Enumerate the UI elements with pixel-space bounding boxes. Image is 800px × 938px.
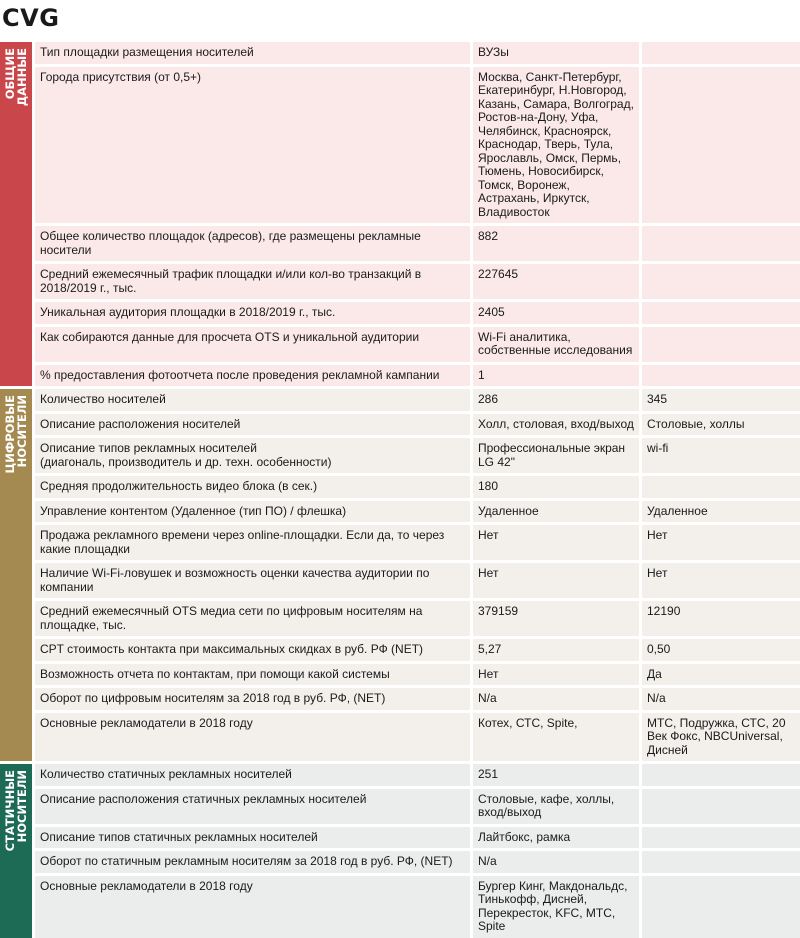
value-col-1: 251 xyxy=(473,764,639,786)
page-title: CVG xyxy=(2,4,60,32)
table-row xyxy=(35,713,800,762)
section-label-bar xyxy=(0,42,32,386)
section-general xyxy=(0,42,800,386)
section-label: ЦИФРОВЫЕ НОСИТЕЛИ xyxy=(3,395,29,474)
table-row xyxy=(35,438,800,473)
section-digital xyxy=(0,389,800,761)
table-row xyxy=(35,639,800,661)
value-col-1: Холл, столовая, вход/выход xyxy=(473,414,639,436)
value-col-2 xyxy=(642,789,800,824)
section-label-bar xyxy=(0,389,32,761)
value-col-1: 2405 xyxy=(473,302,639,324)
value-col-2 xyxy=(642,264,800,299)
value-col-2 xyxy=(642,226,800,261)
row-label: Тип площадки размещения носителей xyxy=(35,42,470,64)
value-col-2: МТС, Подружка, СТС, 20 Век Фокс, NBCUniversal, Дисней xyxy=(642,713,800,762)
value-col-2 xyxy=(642,67,800,224)
table-row xyxy=(35,764,800,786)
row-label: Города присутствия (от 0,5+) xyxy=(35,67,470,224)
row-label: Основные рекламодатели в 2018 году xyxy=(35,876,470,938)
value-col-1: Удаленное xyxy=(473,501,639,523)
value-col-2: Нет xyxy=(642,525,800,560)
value-col-1: N/a xyxy=(473,851,639,873)
value-col-1: 5,27 xyxy=(473,639,639,661)
section-label: СТАТИЧНЫЕ НОСИТЕЛИ xyxy=(3,770,29,852)
section-label-bar xyxy=(0,764,32,938)
value-col-2: 0,50 xyxy=(642,639,800,661)
value-col-2 xyxy=(642,302,800,324)
row-label: Управление контентом (Удаленное (тип ПО) / флешка) xyxy=(35,501,470,523)
table-row xyxy=(35,525,800,560)
value-col-2: 12190 xyxy=(642,601,800,636)
row-label: % предоставления фотоотчета после проведения рекламной кампании xyxy=(35,365,470,387)
table-row xyxy=(35,302,800,324)
value-col-2 xyxy=(642,327,800,362)
value-col-2: Столовые, холлы xyxy=(642,414,800,436)
row-label: Описание расположения носителей xyxy=(35,414,470,436)
value-col-1: Нет xyxy=(473,563,639,598)
row-label: Уникальная аудитория площадки в 2018/2019 г., тыс. xyxy=(35,302,470,324)
table-row xyxy=(35,688,800,710)
value-col-2: N/a xyxy=(642,688,800,710)
value-col-1: 882 xyxy=(473,226,639,261)
value-col-1: 379159 xyxy=(473,601,639,636)
table-row xyxy=(35,42,800,64)
value-col-1: Котех, СТС, Spite, xyxy=(473,713,639,762)
row-label: Средний ежемесячный OTS медиа сети по цифровым носителям на площадке, тыс. xyxy=(35,601,470,636)
row-label: Возможность отчета по контактам, при помощи какой системы xyxy=(35,664,470,686)
value-col-1: Нет xyxy=(473,525,639,560)
table-row xyxy=(35,501,800,523)
row-label: CPT стоимость контакта при максимальных скидках в руб. РФ (NET) xyxy=(35,639,470,661)
value-col-2 xyxy=(642,827,800,849)
row-label: Основные рекламодатели в 2018 году xyxy=(35,713,470,762)
value-col-2: Да xyxy=(642,664,800,686)
value-col-1: Лайтбокс, рамка xyxy=(473,827,639,849)
section-label: ОБЩИЕ ДАННЫЕ xyxy=(3,48,29,107)
value-col-2: Удаленное xyxy=(642,501,800,523)
value-col-2 xyxy=(642,876,800,938)
value-col-1: Нет xyxy=(473,664,639,686)
row-label: Описание типов статичных рекламных носителей xyxy=(35,827,470,849)
table-row xyxy=(35,414,800,436)
table-row xyxy=(35,563,800,598)
value-col-2 xyxy=(642,42,800,64)
value-col-2: Нет xyxy=(642,563,800,598)
row-label: Общее количество площадок (адресов), где размещены рекламные носители xyxy=(35,226,470,261)
table-row xyxy=(35,389,800,411)
row-label: Наличие Wi-Fi-ловушек и возможность оценки качества аудитории по компании xyxy=(35,563,470,598)
value-col-1: ВУЗы xyxy=(473,42,639,64)
value-col-1: 180 xyxy=(473,476,639,498)
row-label: Количество статичных рекламных носителей xyxy=(35,764,470,786)
table-row xyxy=(35,226,800,261)
table-row xyxy=(35,789,800,824)
value-col-2 xyxy=(642,764,800,786)
row-label: Средняя продолжительность видео блока (в сек.) xyxy=(35,476,470,498)
value-col-2 xyxy=(642,365,800,387)
value-col-1: Столовые, кафе, холлы, вход/выход xyxy=(473,789,639,824)
value-col-1: Wi-Fi аналитика, собственные исследования xyxy=(473,327,639,362)
value-col-2 xyxy=(642,851,800,873)
table-row xyxy=(35,365,800,387)
row-label: Средний ежемесячный трафик площадки и/или кол-во транзакций в 2018/2019 г., тыс. xyxy=(35,264,470,299)
value-col-2: wi-fi xyxy=(642,438,800,473)
value-col-1: 286 xyxy=(473,389,639,411)
table-row xyxy=(35,327,800,362)
row-label: Как собираются данные для просчета OTS и уникальной аудитории xyxy=(35,327,470,362)
table-row xyxy=(35,67,800,224)
value-col-2: 345 xyxy=(642,389,800,411)
row-label: Описание расположения статичных рекламных носителей xyxy=(35,789,470,824)
table-row xyxy=(35,601,800,636)
value-col-1: N/a xyxy=(473,688,639,710)
row-label: Количество носителей xyxy=(35,389,470,411)
value-col-1: 1 xyxy=(473,365,639,387)
table-row xyxy=(35,664,800,686)
value-col-1: 227645 xyxy=(473,264,639,299)
value-col-1: Москва, Санкт-Петербург, Екатеринбург, Н.Новгород, Казань, Самара, Волгоград, Ростов-на-Дону, Уфа, Челябинск, Красноярск, Краснодар, Тверь, Тула, Ярославль, Омск, Пермь, Тюмень, Новосибирск, Томск, Воронеж, Астрахань, Иркутск, Владивосток xyxy=(473,67,639,224)
row-label: Оборот по цифровым носителям за 2018 год в руб. РФ, (NET) xyxy=(35,688,470,710)
row-label: Описание типов рекламных носителей (диагональ, производитель и др. техн. особенности) xyxy=(35,438,470,473)
section-static xyxy=(0,764,800,938)
row-label: Оборот по статичным рекламным носителям за 2018 год в руб. РФ, (NET) xyxy=(35,851,470,873)
table-row xyxy=(35,264,800,299)
media-table xyxy=(0,42,800,938)
table-row xyxy=(35,827,800,849)
value-col-1: Бургер Кинг, Макдональдс, Тинькофф, Дисней, Перекресток, KFC, МТС, Spite xyxy=(473,876,639,938)
table-row xyxy=(35,851,800,873)
table-row xyxy=(35,476,800,498)
table-row xyxy=(35,876,800,938)
row-label: Продажа рекламного времени через online-площадки. Если да, то через какие площадки xyxy=(35,525,470,560)
value-col-2 xyxy=(642,476,800,498)
value-col-1: Профессиональные экран LG 42" xyxy=(473,438,639,473)
